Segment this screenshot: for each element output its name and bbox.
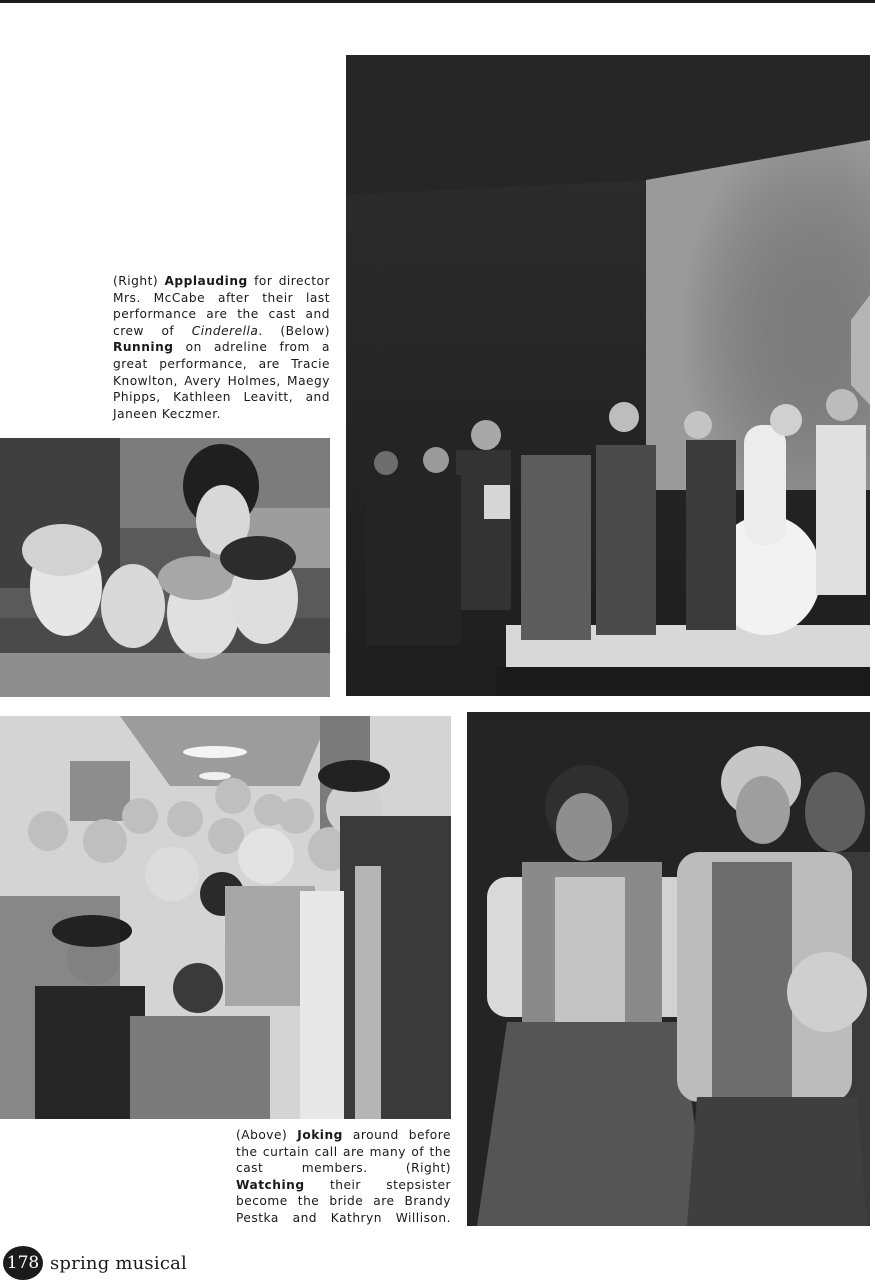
caption-direction-above: (Above) bbox=[236, 1128, 288, 1142]
section-label: spring musical bbox=[50, 1252, 187, 1274]
curtain-call-image bbox=[346, 55, 870, 696]
backstage-group-photo bbox=[0, 438, 330, 697]
caption-text: on adreline from a great performance, are Tracie Knowlton, Avery Holmes, Maegy Phipps, Kathleen Leavitt, and Janeen Keczmer. bbox=[113, 340, 330, 421]
caption-keyword-watching: Watching bbox=[236, 1177, 305, 1192]
hallway-cast-image bbox=[0, 716, 451, 1119]
show-title: Cinderella bbox=[191, 323, 259, 338]
bottom-photo-caption bbox=[236, 1127, 451, 1227]
caption-keyword-running: Running bbox=[113, 340, 174, 355]
page-top-edge bbox=[0, 0, 875, 3]
backstage-group-image bbox=[0, 438, 330, 697]
page-folio bbox=[3, 1246, 187, 1280]
curtain-call-photo bbox=[346, 55, 870, 696]
caption-direction-below: (Below) bbox=[280, 323, 331, 338]
caption-keyword-applauding: Applauding bbox=[164, 274, 248, 288]
caption-direction-right: (Right) bbox=[405, 1161, 451, 1176]
caption-text: . bbox=[258, 323, 281, 338]
caption-text: for director Mrs. McCabe after their last performance are the cast and crew of bbox=[113, 274, 330, 338]
hallway-cast-photo bbox=[0, 716, 451, 1119]
top-photo-caption bbox=[113, 273, 330, 422]
caption-direction-right: (Right) bbox=[113, 274, 159, 288]
stepsisters-image bbox=[467, 712, 870, 1226]
stepsisters-photo bbox=[467, 712, 870, 1226]
page-number: 178 bbox=[3, 1246, 43, 1280]
caption-text: around before the curtain call are many of the cast members. bbox=[236, 1128, 452, 1176]
caption-text: their stepsister become the bride are Brandy Pestka and Kathryn Willison. bbox=[236, 1177, 451, 1225]
caption-keyword-joking: Joking bbox=[297, 1128, 343, 1142]
